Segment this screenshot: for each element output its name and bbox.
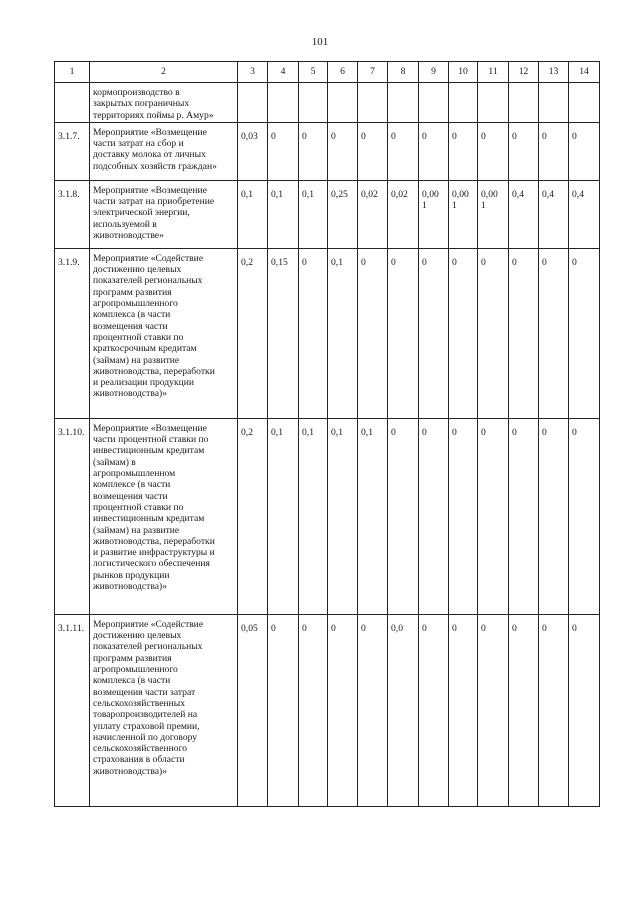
table-row [55, 614, 600, 806]
header-cell: 7 [358, 62, 388, 83]
value-cell: 0 [449, 248, 478, 418]
value-cell: 0 [419, 248, 449, 418]
value-cell: 0 [449, 614, 478, 806]
header-cell: 3 [238, 62, 268, 83]
row-number: 3.1.7. [55, 122, 90, 180]
value-cell: 0 [569, 418, 600, 614]
value-cell [268, 83, 299, 123]
header-cell: 1 [55, 62, 90, 83]
value-cell: 0,05 [238, 614, 268, 806]
value-cell: 0 [388, 122, 419, 180]
value-cell: 0 [509, 248, 539, 418]
value-cell: 0 [268, 122, 299, 180]
header-cell: 10 [449, 62, 478, 83]
value-cell: 0 [509, 418, 539, 614]
value-cell [569, 83, 600, 123]
value-cell [419, 83, 449, 123]
row-description: кормопроизводство в закрытых пограничных территориях поймы р. Амур» [90, 83, 238, 123]
row-number: 3.1.9. [55, 248, 90, 418]
value-cell: 0 [539, 122, 569, 180]
header-cell: 13 [539, 62, 569, 83]
value-cell: 0 [358, 614, 388, 806]
value-cell: 0 [449, 122, 478, 180]
header-cell: 4 [268, 62, 299, 83]
row-number [55, 83, 90, 123]
value-cell: 0,1 [328, 418, 358, 614]
value-cell: 0 [569, 122, 600, 180]
value-cell: 0,4 [509, 180, 539, 248]
header-cell: 6 [328, 62, 358, 83]
header-cell: 8 [388, 62, 419, 83]
value-cell: 0 [299, 614, 328, 806]
value-cell: 0 [268, 614, 299, 806]
value-cell: 0 [539, 614, 569, 806]
value-cell: 0,02 [388, 180, 419, 248]
value-cell: 0,00 1 [449, 180, 478, 248]
value-cell: 0,2 [238, 248, 268, 418]
value-cell [328, 83, 358, 123]
value-cell: 0,4 [569, 180, 600, 248]
value-cell: 0,03 [238, 122, 268, 180]
value-cell: 0 [569, 248, 600, 418]
value-cell [238, 83, 268, 123]
table-row [55, 418, 600, 614]
value-cell: 0 [419, 122, 449, 180]
header-cell: 11 [478, 62, 509, 83]
value-cell: 0 [478, 614, 509, 806]
row-description: Мероприятие «Содействие достижению целевых показателей региональных программ развития агропромышленного комплекса (в части возмещения части затрат сельскохозяйственных товаропроизводителей на уплату страховой премии, начисленной по договору сельскохозяйственного страхования в области животноводства)» [90, 614, 238, 806]
header-cell: 12 [509, 62, 539, 83]
row-description: Мероприятие «Содействие достижению целевых показателей региональных программ развития агропромышленного комплекса (в части возмещения части процентной ставки по краткосрочным кредитам (займам) на развитие животноводства, переработки и реализации продукции животноводства)» [90, 248, 238, 418]
value-cell: 0,1 [268, 180, 299, 248]
value-cell: 0 [419, 614, 449, 806]
value-cell [388, 83, 419, 123]
value-cell: 0 [419, 418, 449, 614]
value-cell: 0,00 1 [419, 180, 449, 248]
header-cell: 9 [419, 62, 449, 83]
value-cell: 0 [539, 418, 569, 614]
value-cell: 0,1 [358, 418, 388, 614]
table-row [55, 248, 600, 418]
value-cell: 0,2 [238, 418, 268, 614]
value-cell: 0,15 [268, 248, 299, 418]
row-number: 3.1.10. [55, 418, 90, 614]
value-cell: 0,02 [358, 180, 388, 248]
value-cell: 0 [478, 122, 509, 180]
value-cell: 0 [299, 122, 328, 180]
value-cell: 0 [328, 122, 358, 180]
value-cell: 0 [569, 614, 600, 806]
value-cell [299, 83, 328, 123]
value-cell: 0 [328, 614, 358, 806]
header-cell: 14 [569, 62, 600, 83]
table-row [55, 83, 600, 123]
data-table [54, 61, 600, 807]
value-cell: 0 [539, 248, 569, 418]
value-cell: 0,4 [539, 180, 569, 248]
page-number: 101 [311, 36, 329, 48]
value-cell: 0,00 1 [478, 180, 509, 248]
value-cell [539, 83, 569, 123]
header-cell: 5 [299, 62, 328, 83]
row-number: 3.1.11. [55, 614, 90, 806]
header-cell: 2 [90, 62, 238, 83]
value-cell: 0 [388, 248, 419, 418]
table-row [55, 122, 600, 180]
row-description: Мероприятие «Возмещение части затрат на приобретение электрической энергии, используемой в животноводстве» [90, 180, 238, 248]
value-cell: 0 [358, 248, 388, 418]
value-cell: 0,0 [388, 614, 419, 806]
value-cell: 0 [449, 418, 478, 614]
value-cell: 0 [478, 418, 509, 614]
value-cell: 0 [509, 122, 539, 180]
value-cell: 0,1 [299, 180, 328, 248]
value-cell: 0,25 [328, 180, 358, 248]
table-row [55, 180, 600, 248]
row-number: 3.1.8. [55, 180, 90, 248]
value-cell [358, 83, 388, 123]
value-cell [449, 83, 478, 123]
value-cell: 0 [388, 418, 419, 614]
value-cell: 0,1 [299, 418, 328, 614]
value-cell: 0 [478, 248, 509, 418]
value-cell: 0 [299, 248, 328, 418]
value-cell: 0,1 [328, 248, 358, 418]
value-cell: 0,1 [238, 180, 268, 248]
value-cell: 0,1 [268, 418, 299, 614]
value-cell: 0 [358, 122, 388, 180]
value-cell: 0 [509, 614, 539, 806]
header-row [55, 62, 600, 83]
value-cell [478, 83, 509, 123]
row-description: Мероприятие «Возмещение части процентной ставки по инвестиционным кредитам (займам) в агропромышленном комплексе (в части возмещения части процентной ставки по инвестиционным кредитам (займам) на развитие животноводства, переработки и развитие инфраструктуры и логистического обеспечения рынков продукции животноводства)» [90, 418, 238, 614]
value-cell [509, 83, 539, 123]
row-description: Мероприятие «Возмещение части затрат на сбор и доставку молока от личных подсобных хозяйств граждан» [90, 122, 238, 180]
